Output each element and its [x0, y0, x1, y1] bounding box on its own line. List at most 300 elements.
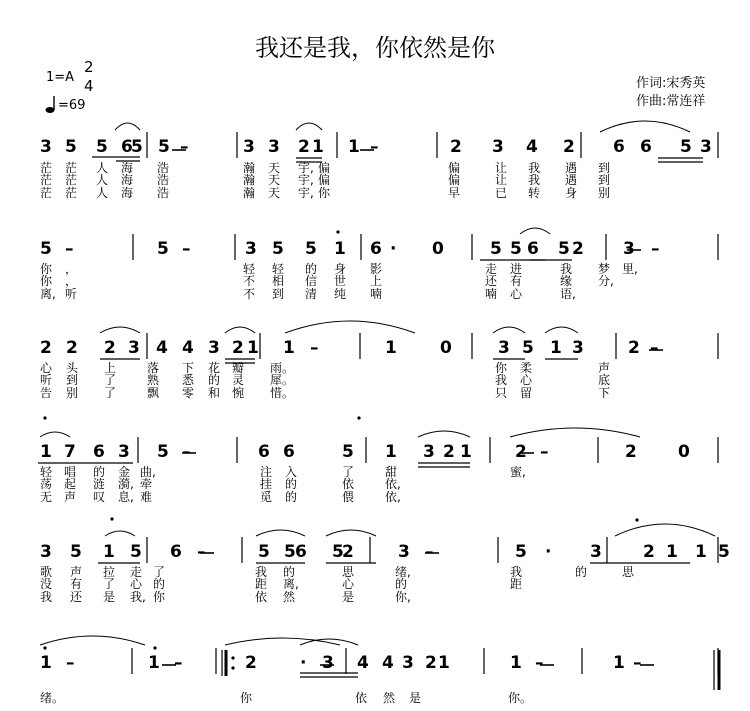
lyric-syllable: 喃: [370, 287, 383, 301]
lyric-syllable: 和: [208, 386, 221, 400]
lyric-syllable: 绪,: [395, 565, 411, 579]
lyric-syllable: 茫: [40, 161, 53, 175]
lyric-syllable: 金: [118, 465, 131, 479]
numbered-note: 3: [498, 338, 510, 358]
numbered-note: –: [65, 239, 74, 259]
numbered-note: –: [66, 653, 75, 673]
song-title: 我还是我，你依然是你: [255, 34, 495, 62]
lyric-syllable: 宇,: [298, 173, 314, 187]
lyric-syllable: 涟: [93, 477, 106, 491]
numbered-note: 3: [40, 137, 52, 157]
slur: [418, 431, 470, 437]
lyric-syllable: 梦: [598, 262, 611, 276]
lyric-syllable: 瀚: [243, 186, 256, 200]
lyric-syllable: 下: [182, 361, 195, 375]
numbered-note: 2: [450, 137, 462, 157]
numbered-note: 1: [40, 442, 52, 462]
numbered-note: –: [540, 442, 549, 462]
lyric-syllable: 心: [40, 361, 53, 375]
numbered-note: 6: [121, 137, 133, 157]
lyric-syllable: 已: [495, 186, 508, 200]
lyric-syllable: 走: [130, 565, 143, 579]
lyric-syllable: 头: [66, 361, 79, 375]
numbered-note: 2: [515, 442, 527, 462]
octave-dot: [357, 416, 360, 419]
slur: [225, 327, 255, 333]
lyric-syllable: 有: [510, 274, 523, 288]
lyric-syllable: 惋: [232, 386, 245, 400]
lyric-syllable: 是: [342, 590, 355, 604]
lyric-syllable: 不: [243, 287, 256, 301]
lyric-syllable: 依: [355, 691, 368, 705]
numbered-note: 2: [232, 338, 244, 358]
numbered-note: 1: [103, 542, 115, 562]
lyric-syllable: 叹: [93, 490, 106, 504]
numbered-note: 3: [245, 239, 257, 259]
lyric-syllable: 然: [283, 590, 296, 604]
lyric-syllable: 浩: [157, 186, 170, 200]
numbered-note: 1: [283, 338, 295, 358]
numbered-note: 5: [490, 239, 502, 259]
lyric-syllable: 觅: [260, 490, 273, 504]
lyric-syllable: 下: [598, 386, 611, 400]
numbered-note: 1: [613, 653, 625, 673]
lyric-syllable: 我: [528, 161, 541, 175]
lyric-syllable: 听: [40, 373, 53, 387]
lyric-syllable: 心: [510, 287, 523, 301]
lyric-syllable: 的: [575, 565, 588, 579]
lyric-syllable: 我: [528, 173, 541, 187]
numbered-note: 1: [334, 239, 346, 259]
octave-dot: [153, 646, 156, 649]
numbered-note: 2: [572, 239, 584, 259]
numbered-note: ·: [545, 542, 552, 562]
lyric-syllable: 遇: [565, 161, 578, 175]
lyric-syllable: 荡: [40, 477, 53, 491]
numbered-note: 3: [268, 137, 280, 157]
lyric-syllable: 留: [520, 386, 533, 400]
lyric-syllable: 的: [305, 262, 318, 276]
numbered-note: 2: [40, 338, 52, 358]
numbered-note: 0: [432, 239, 444, 259]
lyric-syllable: 里,: [622, 262, 638, 276]
numbered-note: 1: [438, 653, 450, 673]
lyric-syllable: 分,: [598, 274, 614, 288]
lyric-syllable: 到: [66, 373, 79, 387]
numbered-note: 1: [312, 137, 324, 157]
lyric-syllable: 茫: [65, 161, 78, 175]
numbered-note: 5: [510, 239, 522, 259]
lyric-syllable: 惜。: [270, 386, 295, 400]
time-signature-top: 2: [84, 58, 94, 76]
numbered-note: 4: [382, 653, 394, 673]
lyric-syllable: 甜: [385, 465, 398, 479]
lyric-syllable: 偏: [448, 161, 461, 175]
numbered-note: 1: [247, 338, 259, 358]
lyric-syllable: 到: [598, 173, 611, 187]
numbered-note: –: [633, 653, 642, 673]
lyric-syllable: 的: [395, 577, 408, 591]
numbered-note: 6: [640, 137, 652, 157]
numbered-note: 1: [40, 653, 52, 673]
lyric-syllable: 瓣: [232, 361, 245, 375]
lyric-syllable: 偏: [318, 173, 331, 187]
numbered-note: 4: [156, 338, 168, 358]
numbered-note: 3: [700, 137, 712, 157]
slur: [100, 327, 140, 333]
lyric-syllable: 天: [268, 161, 281, 175]
lyric-syllable: 听: [65, 287, 78, 301]
repeat-dot: [231, 656, 234, 659]
lyric-syllable: 人: [96, 161, 109, 175]
lyric-syllable: 偏: [318, 161, 331, 175]
numbered-note: 6: [295, 542, 307, 562]
lyric-syllable: 我: [40, 590, 53, 604]
lyric-syllable: 我: [255, 565, 268, 579]
lyric-syllable: 柔: [520, 361, 533, 375]
lyricist-credit: 作词:宋秀英: [636, 76, 706, 91]
lyric-syllable: 转: [528, 186, 541, 200]
lyric-syllable: 影: [370, 262, 383, 276]
numbered-note: 2: [628, 338, 640, 358]
octave-dot: [43, 416, 46, 419]
lyric-syllable: 你。: [508, 691, 533, 705]
numbered-note: 1: [695, 542, 707, 562]
slur: [545, 327, 578, 333]
numbered-note: 4: [526, 137, 538, 157]
lyric-syllable: 让: [495, 161, 508, 175]
numbered-note: 5: [40, 239, 52, 259]
slur: [105, 531, 135, 536]
numbered-note: 5: [718, 542, 730, 562]
lyric-syllable: 曲,: [140, 465, 156, 479]
numbered-note: –: [182, 442, 191, 462]
lyric-syllable: 漪,: [118, 477, 134, 491]
lyric-syllable: 世: [334, 274, 347, 288]
lyric-syllable: 浩: [157, 161, 170, 175]
numbered-note: 6: [283, 442, 295, 462]
slur: [615, 524, 715, 536]
lyric-syllable: 茫: [65, 186, 78, 200]
numbered-note: 1: [385, 338, 397, 358]
lyric-syllable: 我: [495, 373, 508, 387]
lyric-syllable: 思: [622, 565, 635, 579]
numbered-note: 1: [348, 137, 360, 157]
lyric-syllable: 海: [121, 186, 134, 200]
lyric-syllable: 离,: [40, 287, 56, 301]
numbered-note: –: [535, 653, 544, 673]
lyric-syllable: 进: [510, 262, 523, 276]
lyric-syllable: 让: [495, 173, 508, 187]
lyric-syllable: 瀚: [243, 161, 256, 175]
lyric-syllable: 我: [560, 262, 573, 276]
numbered-note: 1: [385, 442, 397, 462]
numbered-note: 5: [558, 239, 570, 259]
numbered-note: 2: [245, 653, 257, 673]
composer-credit: 作曲:常连祥: [636, 94, 706, 109]
numbered-note: 1: [460, 442, 472, 462]
numbered-note: 6: [258, 442, 270, 462]
lyric-syllable: 了: [153, 565, 166, 579]
lyric-syllable: 的: [283, 565, 296, 579]
lyric-syllable: 声: [598, 361, 611, 375]
lyric-syllable: 人: [96, 186, 109, 200]
numbered-note: 6: [370, 239, 382, 259]
lyric-syllable: 相: [272, 274, 285, 288]
lyric-syllable: 海: [121, 173, 134, 187]
lyric-syllable: 注: [260, 465, 273, 479]
numbered-note: 5: [522, 338, 534, 358]
numbered-note: 7: [64, 442, 76, 462]
slur: [510, 428, 640, 437]
lyric-syllable: 遇: [565, 173, 578, 187]
numbered-note: 3: [40, 542, 52, 562]
lyric-syllable: 天: [268, 173, 281, 187]
lyric-syllable: 依,: [385, 490, 401, 504]
numbered-note: 6: [170, 542, 182, 562]
numbered-note: 3: [398, 542, 410, 562]
lyric-syllable: 蜜,: [510, 465, 526, 479]
lyric-syllable: 海: [121, 161, 134, 175]
lyric-syllable: 飘: [147, 386, 160, 400]
lyric-syllable: 息,: [118, 490, 134, 504]
lyric-syllable: 还: [485, 274, 498, 288]
slur: [326, 530, 376, 536]
time-signature-bottom: 4: [84, 77, 94, 95]
lyric-syllable: 心: [520, 373, 533, 387]
numbered-note: ·: [300, 653, 307, 673]
numbered-note: 5: [130, 542, 142, 562]
lyric-syllable: 到: [272, 287, 285, 301]
lyric-syllable: 天: [268, 186, 281, 200]
lyric-syllable: 别: [66, 386, 79, 400]
lyric-syllable: 心: [130, 577, 143, 591]
numbered-note: 5: [131, 137, 143, 157]
numbered-note: 3: [118, 442, 130, 462]
lyric-syllable: 的: [285, 477, 298, 491]
slur: [115, 123, 140, 130]
lyric-syllable: 到: [598, 161, 611, 175]
octave-dot: [110, 517, 113, 520]
lyric-syllable: 悉: [182, 373, 195, 387]
numbered-note: 5: [158, 137, 170, 157]
lyric-syllable: 绪。: [40, 691, 65, 705]
lyric-syllable: 牵: [140, 477, 153, 491]
numbered-note: 3: [492, 137, 504, 157]
lyric-syllable: 上: [104, 361, 117, 375]
numbered-note: 3: [423, 442, 435, 462]
lyric-syllable: 花: [208, 361, 221, 375]
lyric-syllable: 身: [565, 186, 578, 200]
lyric-syllable: 思: [342, 565, 355, 579]
key-signature: 1=A: [46, 70, 75, 85]
lyric-syllable: 声: [70, 565, 83, 579]
numbered-note: 2: [625, 442, 637, 462]
slur: [40, 432, 70, 437]
numbered-note: 5: [680, 137, 692, 157]
numbered-note: 3: [590, 542, 602, 562]
numbered-note: –: [425, 542, 434, 562]
numbered-note: 1: [510, 653, 522, 673]
slur: [600, 121, 690, 132]
numbered-note: 2: [563, 137, 575, 157]
numbered-note: 3: [623, 239, 635, 259]
lyric-syllable: 你: [153, 590, 166, 604]
lyric-syllable: 缘: [560, 274, 573, 288]
lyric-syllable: 的: [208, 373, 221, 387]
lyric-syllable: 喃: [485, 287, 498, 301]
numbered-note: 4: [182, 338, 194, 358]
numbered-note: 5: [284, 542, 296, 562]
lyric-syllable: 茫: [40, 173, 53, 187]
lyric-syllable: 偏: [448, 173, 461, 187]
lyric-syllable: 告: [40, 386, 53, 400]
numbered-note: 5: [332, 542, 344, 562]
numbered-note: 2: [298, 137, 310, 157]
slur: [493, 327, 525, 333]
lyric-syllable: 不: [243, 274, 256, 288]
numbered-note: 5: [305, 239, 317, 259]
numbered-note: –: [370, 137, 379, 157]
lyric-syllable: ，: [65, 274, 78, 288]
lyric-syllable: 别: [598, 186, 611, 200]
octave-dot: [43, 646, 46, 649]
slur: [40, 636, 145, 645]
lyric-syllable: 偎: [342, 490, 355, 504]
lyric-syllable: 的: [153, 577, 166, 591]
numbered-note: 3: [208, 338, 220, 358]
numbered-note: 2: [104, 338, 116, 358]
numbered-note: 5: [70, 542, 82, 562]
lyric-syllable: 的: [285, 490, 298, 504]
numbered-note: 3: [243, 137, 255, 157]
numbered-note: 5: [342, 442, 354, 462]
numbered-note: 1: [148, 653, 160, 673]
slur: [256, 530, 305, 536]
lyric-syllable: 只: [495, 386, 508, 400]
numbered-note: –: [182, 239, 191, 259]
lyric-syllable: 还: [70, 590, 83, 604]
lyric-syllable: 无: [40, 490, 53, 504]
numbered-note: 6: [613, 137, 625, 157]
lyric-syllable: 依,: [385, 477, 401, 491]
numbered-note: –: [310, 338, 319, 358]
numbered-note: 6: [93, 442, 105, 462]
lyric-syllable: 早: [448, 186, 461, 200]
lyric-syllable: 零: [182, 386, 195, 400]
numbered-note: ·: [390, 239, 397, 259]
lyric-syllable: 上: [370, 274, 383, 288]
numbered-note: 2: [342, 542, 354, 562]
lyric-syllable: 挂: [260, 477, 273, 491]
numbered-note: 1: [550, 338, 562, 358]
numbered-note: –: [651, 239, 660, 259]
lyric-syllable: 犀。: [270, 373, 295, 387]
lyric-syllable: 宇,: [298, 186, 314, 200]
numbered-note: 2: [443, 442, 455, 462]
lyric-syllable: 雨。: [270, 361, 295, 375]
numbered-note: 3: [402, 653, 414, 673]
octave-dot: [635, 518, 638, 521]
lyric-syllable: 我: [510, 565, 523, 579]
lyric-syllable: 茫: [40, 186, 53, 200]
numbered-note: 0: [678, 442, 690, 462]
numbered-note: 5: [272, 239, 284, 259]
lyric-syllable: 宇,: [298, 161, 314, 175]
lyric-syllable: 起: [64, 477, 77, 491]
lyric-syllable: 声: [64, 490, 77, 504]
numbered-note: 1: [666, 542, 678, 562]
lyric-syllable: 是: [409, 691, 422, 705]
lyric-syllable: 灵: [232, 373, 245, 387]
lyric-syllable: 歌: [40, 565, 53, 579]
lyric-syllable: 你: [495, 361, 508, 375]
lyric-syllable: 清: [305, 287, 318, 301]
lyric-syllable: 轻: [40, 465, 53, 479]
numbered-note: 5: [157, 239, 169, 259]
numbered-note: –: [180, 137, 189, 157]
lyric-syllable: 纯: [334, 287, 347, 301]
lyric-syllable: 你: [240, 691, 253, 705]
lyric-syllable: 离,: [283, 577, 299, 591]
repeat-dot: [231, 666, 234, 669]
lyric-syllable: ，: [65, 262, 78, 276]
lyric-syllable: 距: [255, 577, 268, 591]
lyric-syllable: 没: [40, 577, 53, 591]
lyric-syllable: 轻: [272, 262, 285, 276]
numbered-note: –: [650, 338, 659, 358]
lyric-syllable: 人: [96, 173, 109, 187]
numbered-note: 6: [527, 239, 539, 259]
numbered-note: 0: [440, 338, 452, 358]
lyric-syllable: 了: [342, 465, 355, 479]
lyric-syllable: 了: [104, 386, 117, 400]
numbered-note: 5: [515, 542, 527, 562]
lyric-syllable: 心: [342, 577, 355, 591]
octave-dot: [336, 230, 339, 233]
numbered-note: –: [174, 653, 183, 673]
lyric-syllable: 了: [104, 373, 117, 387]
lyric-syllable: 身: [334, 262, 347, 276]
lyric-syllable: 唱: [64, 465, 77, 479]
tempo-marking: =69: [58, 98, 86, 113]
lyric-syllable: 难: [140, 490, 153, 504]
lyric-syllable: 落: [147, 361, 160, 375]
lyric-syllable: 你: [40, 262, 53, 276]
lyric-syllable: 瀚: [243, 173, 256, 187]
lyric-syllable: 底: [598, 373, 611, 387]
numbered-note: 5: [157, 442, 169, 462]
numbered-note: 2: [643, 542, 655, 562]
slur: [520, 228, 550, 234]
lyric-syllable: 你: [40, 274, 53, 288]
lyric-syllable: 熟: [147, 373, 160, 387]
lyric-syllable: 信: [305, 274, 318, 288]
lyric-syllable: 距: [510, 577, 523, 591]
lyric-syllable: 是: [103, 590, 116, 604]
numbered-note: 3: [128, 338, 140, 358]
numbered-note: 4: [357, 653, 369, 673]
lyric-syllable: 了: [103, 577, 116, 591]
numbered-note: 5: [96, 137, 108, 157]
numbered-note: –: [197, 542, 206, 562]
lyric-syllable: 你: [318, 186, 331, 200]
lyric-syllable: 语,: [560, 287, 576, 301]
lyric-syllable: 然: [383, 691, 396, 705]
lyric-syllable: 走: [485, 262, 498, 276]
lyric-syllable: 拉: [103, 565, 116, 579]
lyric-syllable: 轻: [243, 262, 256, 276]
